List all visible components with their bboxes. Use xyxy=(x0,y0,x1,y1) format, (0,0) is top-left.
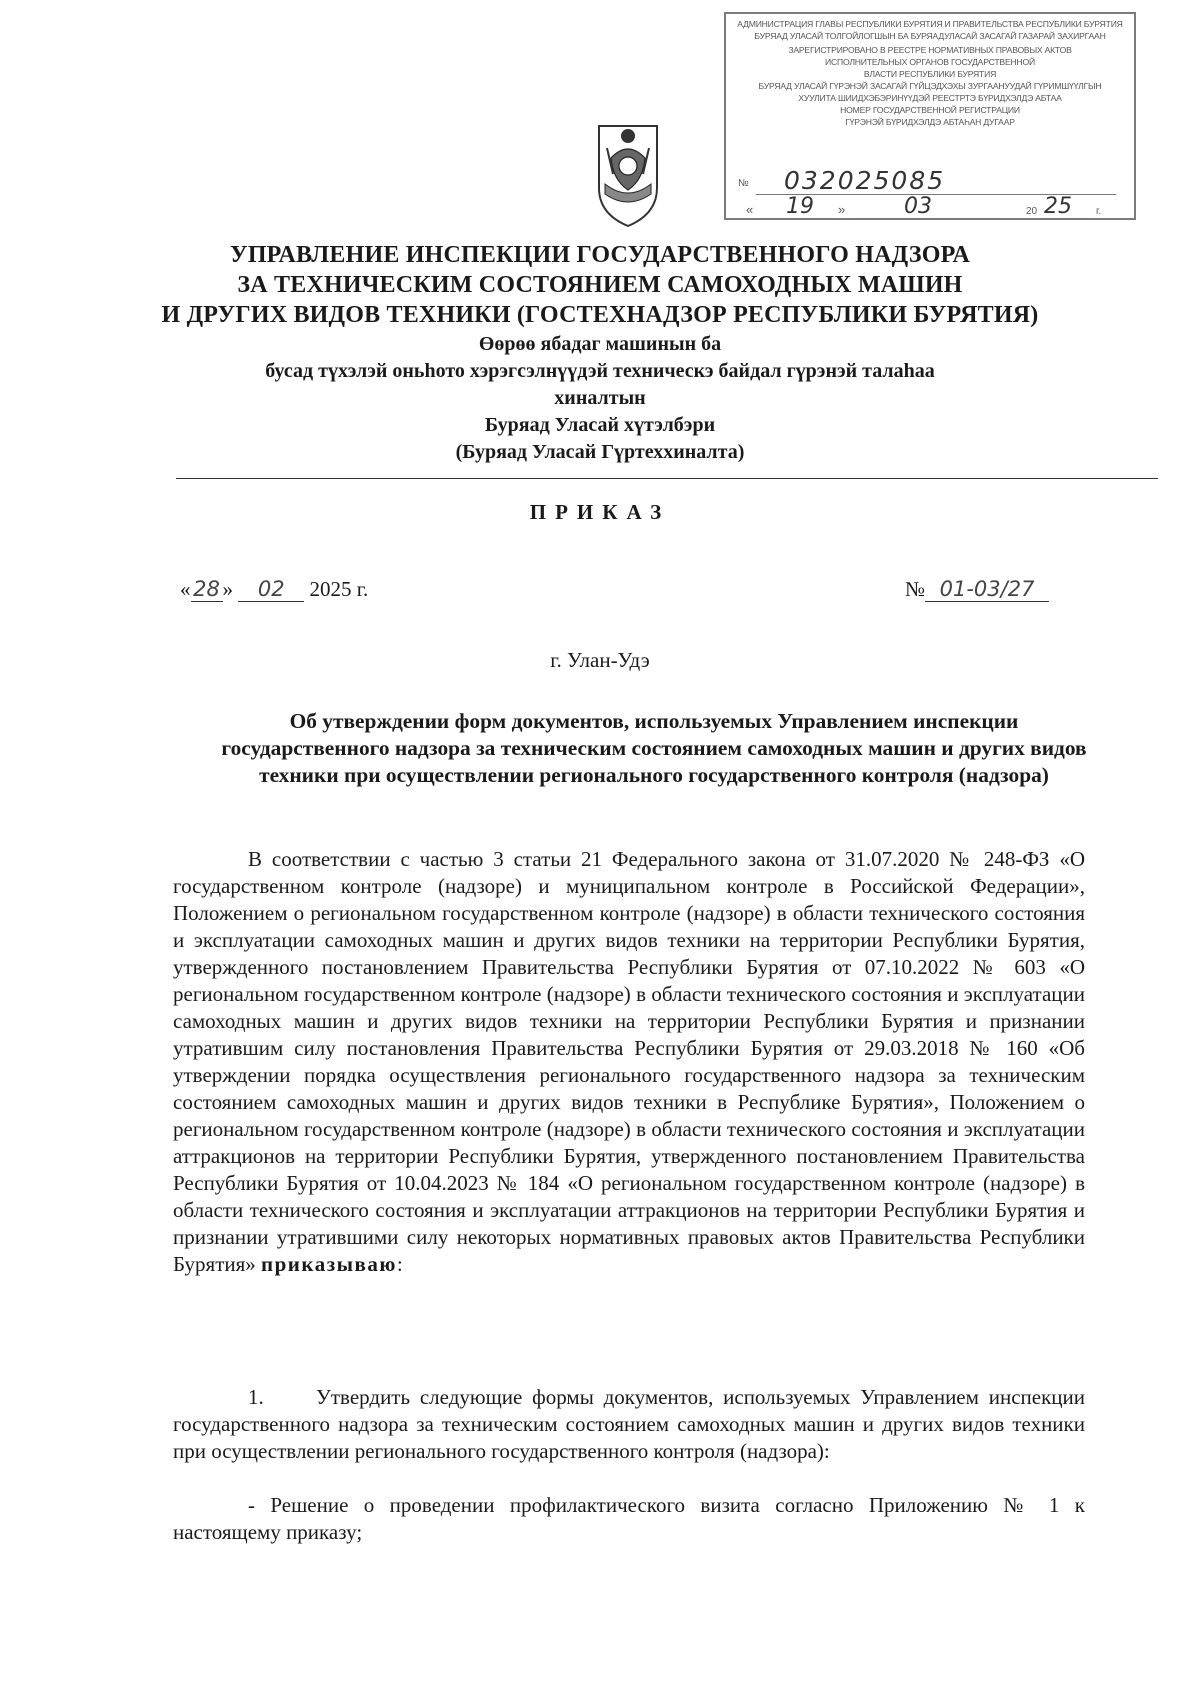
registration-stamp xyxy=(724,12,1136,220)
header-buryat-line-2: бусад түхэлэй оньһото хэрэгсэлнүүдэй техническэ байдал гүрэнэй талаһаа xyxy=(265,360,935,382)
stamp-year-underline xyxy=(1042,218,1088,219)
stamp-registration-number-row xyxy=(734,166,1126,194)
preamble-end: : xyxy=(396,1252,403,1276)
date-day: 28 xyxy=(191,577,223,602)
stamp-quote-open: « xyxy=(746,202,754,217)
stamp-date-day: 19 xyxy=(786,194,814,219)
stamp-line: ХУУЛИТА ШИИДХЭБЭРИНҮҮДЭЙ РЕЕСТРТЭ БҮРИДХЭЛДЭ АБТАА xyxy=(798,93,1062,103)
header-title-line-2: ЗА ТЕХНИЧЕСКИМ СОСТОЯНИЕМ САМОХОДНЫХ МАШИН xyxy=(237,272,963,298)
number-value: 01-03/27 xyxy=(925,577,1049,602)
header-title-line-1: УПРАВЛЕНИЕ ИНСПЕКЦИИ ГОСУДАРСТВЕННОГО НАДЗОРА xyxy=(230,242,970,268)
sub-item-1 xyxy=(173,1492,1085,1546)
date-year: 2025 г. xyxy=(309,577,369,601)
city-name: г. Улан-Удэ xyxy=(550,648,650,672)
stamp-registration-number: 032025085 xyxy=(784,166,946,195)
stamp-line: ЗАРЕГИСТРИРОВАНО В РЕЕСТРЕ НОРМАТИВНЫХ ПРАВОВЫХ АКТОВ xyxy=(788,45,1072,55)
preamble-text: В соответствии с частью 3 статьи 21 Федерального закона от 31.07.2020 № 248-ФЗ «О государственном контроле (надзоре) и муниципальном контроле в Российской Федерации», Положением о региональном государственном контроле (надзоре) в области технического состояния и эксплуатации самоходных машин и других видов техники на территории Республики Бурятия, утвержденного постановлением Правительства Республики Бурятия от 07.10.2022 № 603 «О региональном государственном контроле (надзоре) в области технического состояния и эксплуатации самоходных машин и других видов техники на территории Республики Бурятия и признании утратившим силу постановления Правительства Республики Бурятия от 29.03.2018 № 160 «Об утверждении порядка осуществления регионального государственного надзора за техническим состоянием самоходных машин и других видов техники в Республике Бурятия», Положением о региональном государственном контроле (надзоре) в области технического состояния и эксплуатации аттракционов на территории Республики Бурятия, утвержденного постановлением Правительства Республики Бурятия от 10.04.2023 № 184 «О региональном государственном контроле (надзоре) в области технического состояния и эксплуатации аттракционов на территории Республики Бурятия и признании утратившими силу некоторых нормативных правовых актов Правительства Республики Бурятия» xyxy=(173,847,1085,1276)
list-item-1 xyxy=(173,1384,1085,1465)
preamble-paragraph xyxy=(173,846,1085,1278)
stamp-day-underline xyxy=(756,218,836,219)
document-date xyxy=(180,577,368,602)
stamp-line: НОМЕР ГОСУДАРСТВЕННОЙ РЕГИСТРАЦИИ xyxy=(840,105,1020,115)
header-buryat-line-4: Буряад Уласай хүтэлбэри xyxy=(484,414,716,436)
order-title: Об утверждении форм документов, используемых Управлением инспекции государственного надзора за техническим состоянием самоходных машин и других видов техники при осуществлении регионального государственного контроля (надзора) xyxy=(221,709,1087,787)
stamp-date-month: 03 xyxy=(904,194,932,219)
document-type-heading: ПРИКАЗ xyxy=(529,500,671,524)
stamp-number-label: № xyxy=(738,178,749,189)
list-item-number: 1. xyxy=(248,1385,264,1409)
header-buryat-line-1: Өөрөө ябадаг машинын ба xyxy=(478,333,722,355)
stamp-date-year: 25 xyxy=(1044,194,1072,219)
document-number xyxy=(905,577,1049,602)
stamp-line: АДМИНИСТРАЦИЯ ГЛАВЫ РЕСПУБЛИКИ БУРЯТИЯ И ПРАВИТЕЛЬСТВА РЕСПУБЛИКИ БУРЯТИЯ xyxy=(737,19,1123,29)
coat-of-arms-emblem xyxy=(593,118,663,230)
sub-item-text: - Решение о проведении профилактического визита согласно Приложению № 1 к настоящему приказу; xyxy=(173,1493,1085,1544)
header-buryat-line-3: хиналтын xyxy=(554,387,646,409)
stamp-line: БУРЯАД УЛАСАЙ ТОЛГОЙЛОГШЫН БА БУРЯАДУЛАСАЙ ЗАСАГАЙ ГАЗАРАЙ ЗАХИРГААН xyxy=(754,31,1106,41)
header-title-line-3: И ДРУГИХ ВИДОВ ТЕХНИКИ (ГОСТЕХНАДЗОР РЕСПУБЛИКИ БУРЯТИЯ) xyxy=(161,302,1039,328)
header-divider xyxy=(176,478,1158,479)
header-buryat-line-5: (Буряад Уласай Гүртеххиналта) xyxy=(455,441,745,463)
stamp-registration-date-row xyxy=(734,194,1126,220)
date-month: 02 xyxy=(238,577,304,602)
stamp-quote-close: » xyxy=(838,202,846,217)
number-label: № xyxy=(905,577,926,601)
order-verb: приказываю xyxy=(261,1252,397,1276)
stamp-month-underline xyxy=(852,218,1002,219)
stamp-line: ИСПОЛНИТЕЛЬНЫХ ОРГАНОВ ГОСУДАРСТВЕННОЙ xyxy=(825,57,1035,67)
date-quote-open: « xyxy=(180,577,191,601)
stamp-line: БУРЯАД УЛАСАЙ ГҮРЭНЭЙ ЗАСАГАЙ ГҮЙЦЭДХЭХЫ ЗУРГААНУУДАЙ ГҮРИМШҮҮЛГЫН xyxy=(758,81,1102,91)
date-quote-close: » xyxy=(222,577,233,601)
stamp-date-suffix: г. xyxy=(1096,206,1102,217)
list-item-text: Утвердить следующие формы документов, используемых Управлением инспекции государственного надзора за техническим состоянием самоходных машин и других видов техники при осуществлении регионального государственного контроля (надзора): xyxy=(173,1385,1085,1463)
stamp-year-prefix: 20 xyxy=(1026,206,1038,217)
stamp-line: ГҮРЭНЭЙ БҮРИДХЭЛДЭ АБТАҺАН ДУГААР xyxy=(845,117,1015,127)
stamp-line: ВЛАСТИ РЕСПУБЛИКИ БУРЯТИЯ xyxy=(863,69,997,79)
